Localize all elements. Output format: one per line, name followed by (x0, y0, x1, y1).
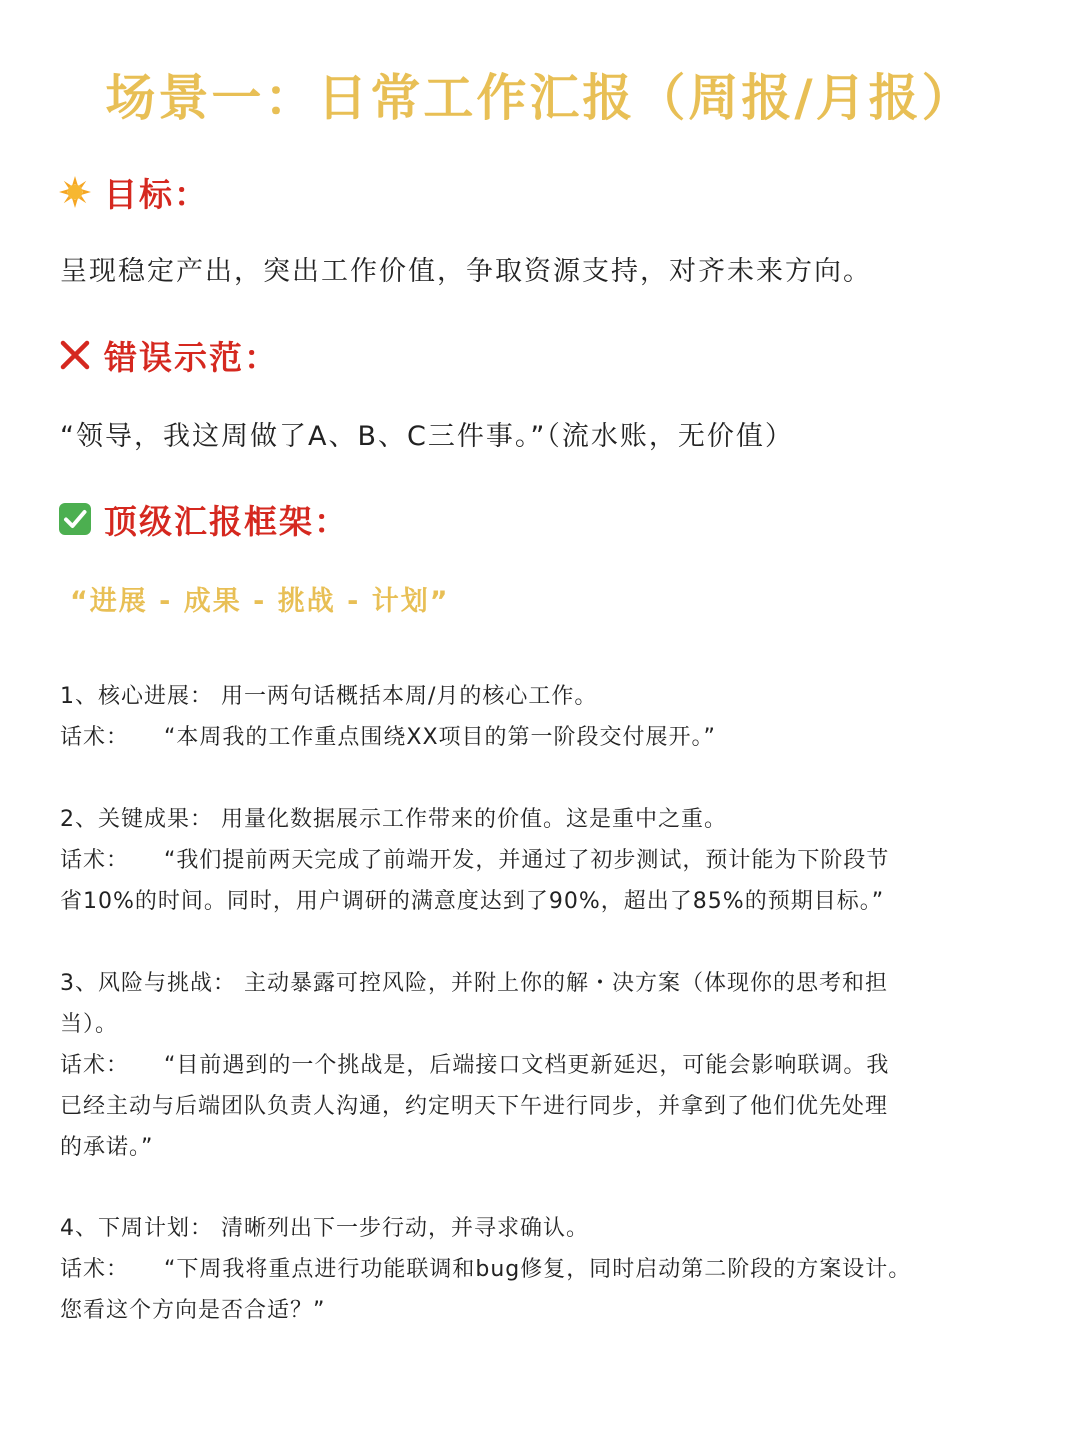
speech-label: 话术： (60, 848, 130, 873)
item-head-continued: 当）。 (60, 1012, 119, 1037)
speech-text: “本周我的工作重点围绕XX项目的第一阶段交付展开。” (164, 725, 716, 750)
item-key-results (60, 799, 1010, 922)
item-core-progress (60, 676, 1010, 758)
cross-icon (58, 338, 92, 372)
sun-icon (58, 175, 92, 209)
item-head: 4、下周计划： 清晰列出下一步行动，并寻求确认。 (60, 1216, 589, 1241)
item-speech-line (60, 1249, 1010, 1290)
speech-text: “下周我将重点进行功能联调和bug修复，同时启动第二阶段的方案设计。 (164, 1257, 912, 1282)
item-speech-line (60, 840, 1010, 881)
speech-label: 话术： (60, 725, 130, 750)
mistake-text: “领导，我这周做了A、B、C三件事。”（流水账，无价值） (60, 421, 794, 452)
goal-heading-label: 目标： (104, 174, 209, 214)
mistake-heading (58, 331, 279, 379)
page-title: 场景一：日常工作汇报（周报/月报） (105, 69, 975, 127)
speech-text-continued: 的承诺。” (60, 1135, 154, 1160)
goal-heading (58, 168, 209, 216)
speech-text-continued: 省10%的时间。同时，用户调研的满意度达到了90%，超出了85%的预期目标。” (60, 889, 885, 914)
framework-subtitle: “进展 - 成果 - 挑战 - 计划” (70, 586, 450, 617)
speech-label: 话术： (60, 1053, 130, 1078)
speech-text: “目前遇到的一个挑战是，后端接口文档更新延迟，可能会影响联调。我 (164, 1053, 890, 1078)
speech-label: 话术： (60, 1257, 130, 1282)
check-box-icon (58, 502, 92, 536)
item-head: 3、风险与挑战： 主动暴露可控风险，并附上你的解・决方案（体现你的思考和担 (60, 971, 888, 996)
item-head: 1、核心进展： 用一两句话概括本周/月的核心工作。 (60, 684, 598, 709)
item-next-week-plan (60, 1208, 1010, 1331)
speech-text: “我们提前两天完成了前端开发，并通过了初步测试，预计能为下阶段节 (164, 848, 890, 873)
speech-text-continued: 您看这个方向是否合适？” (60, 1298, 326, 1323)
item-speech-line (60, 717, 1010, 758)
framework-heading-label: 顶级汇报框架： (104, 501, 349, 541)
item-speech-line (60, 1045, 1010, 1086)
framework-heading (58, 495, 349, 543)
mistake-heading-label: 错误示范： (104, 337, 279, 377)
goal-text: 呈现稳定产出，突出工作价值，争取资源支持，对齐未来方向。 (60, 256, 872, 287)
item-head: 2、关键成果： 用量化数据展示工作带来的价值。这是重中之重。 (60, 807, 727, 832)
speech-text-continued: 已经主动与后端团队负责人沟通，约定明天下午进行同步，并拿到了他们优先处理 (60, 1094, 889, 1119)
item-risks-challenges (60, 963, 1010, 1168)
